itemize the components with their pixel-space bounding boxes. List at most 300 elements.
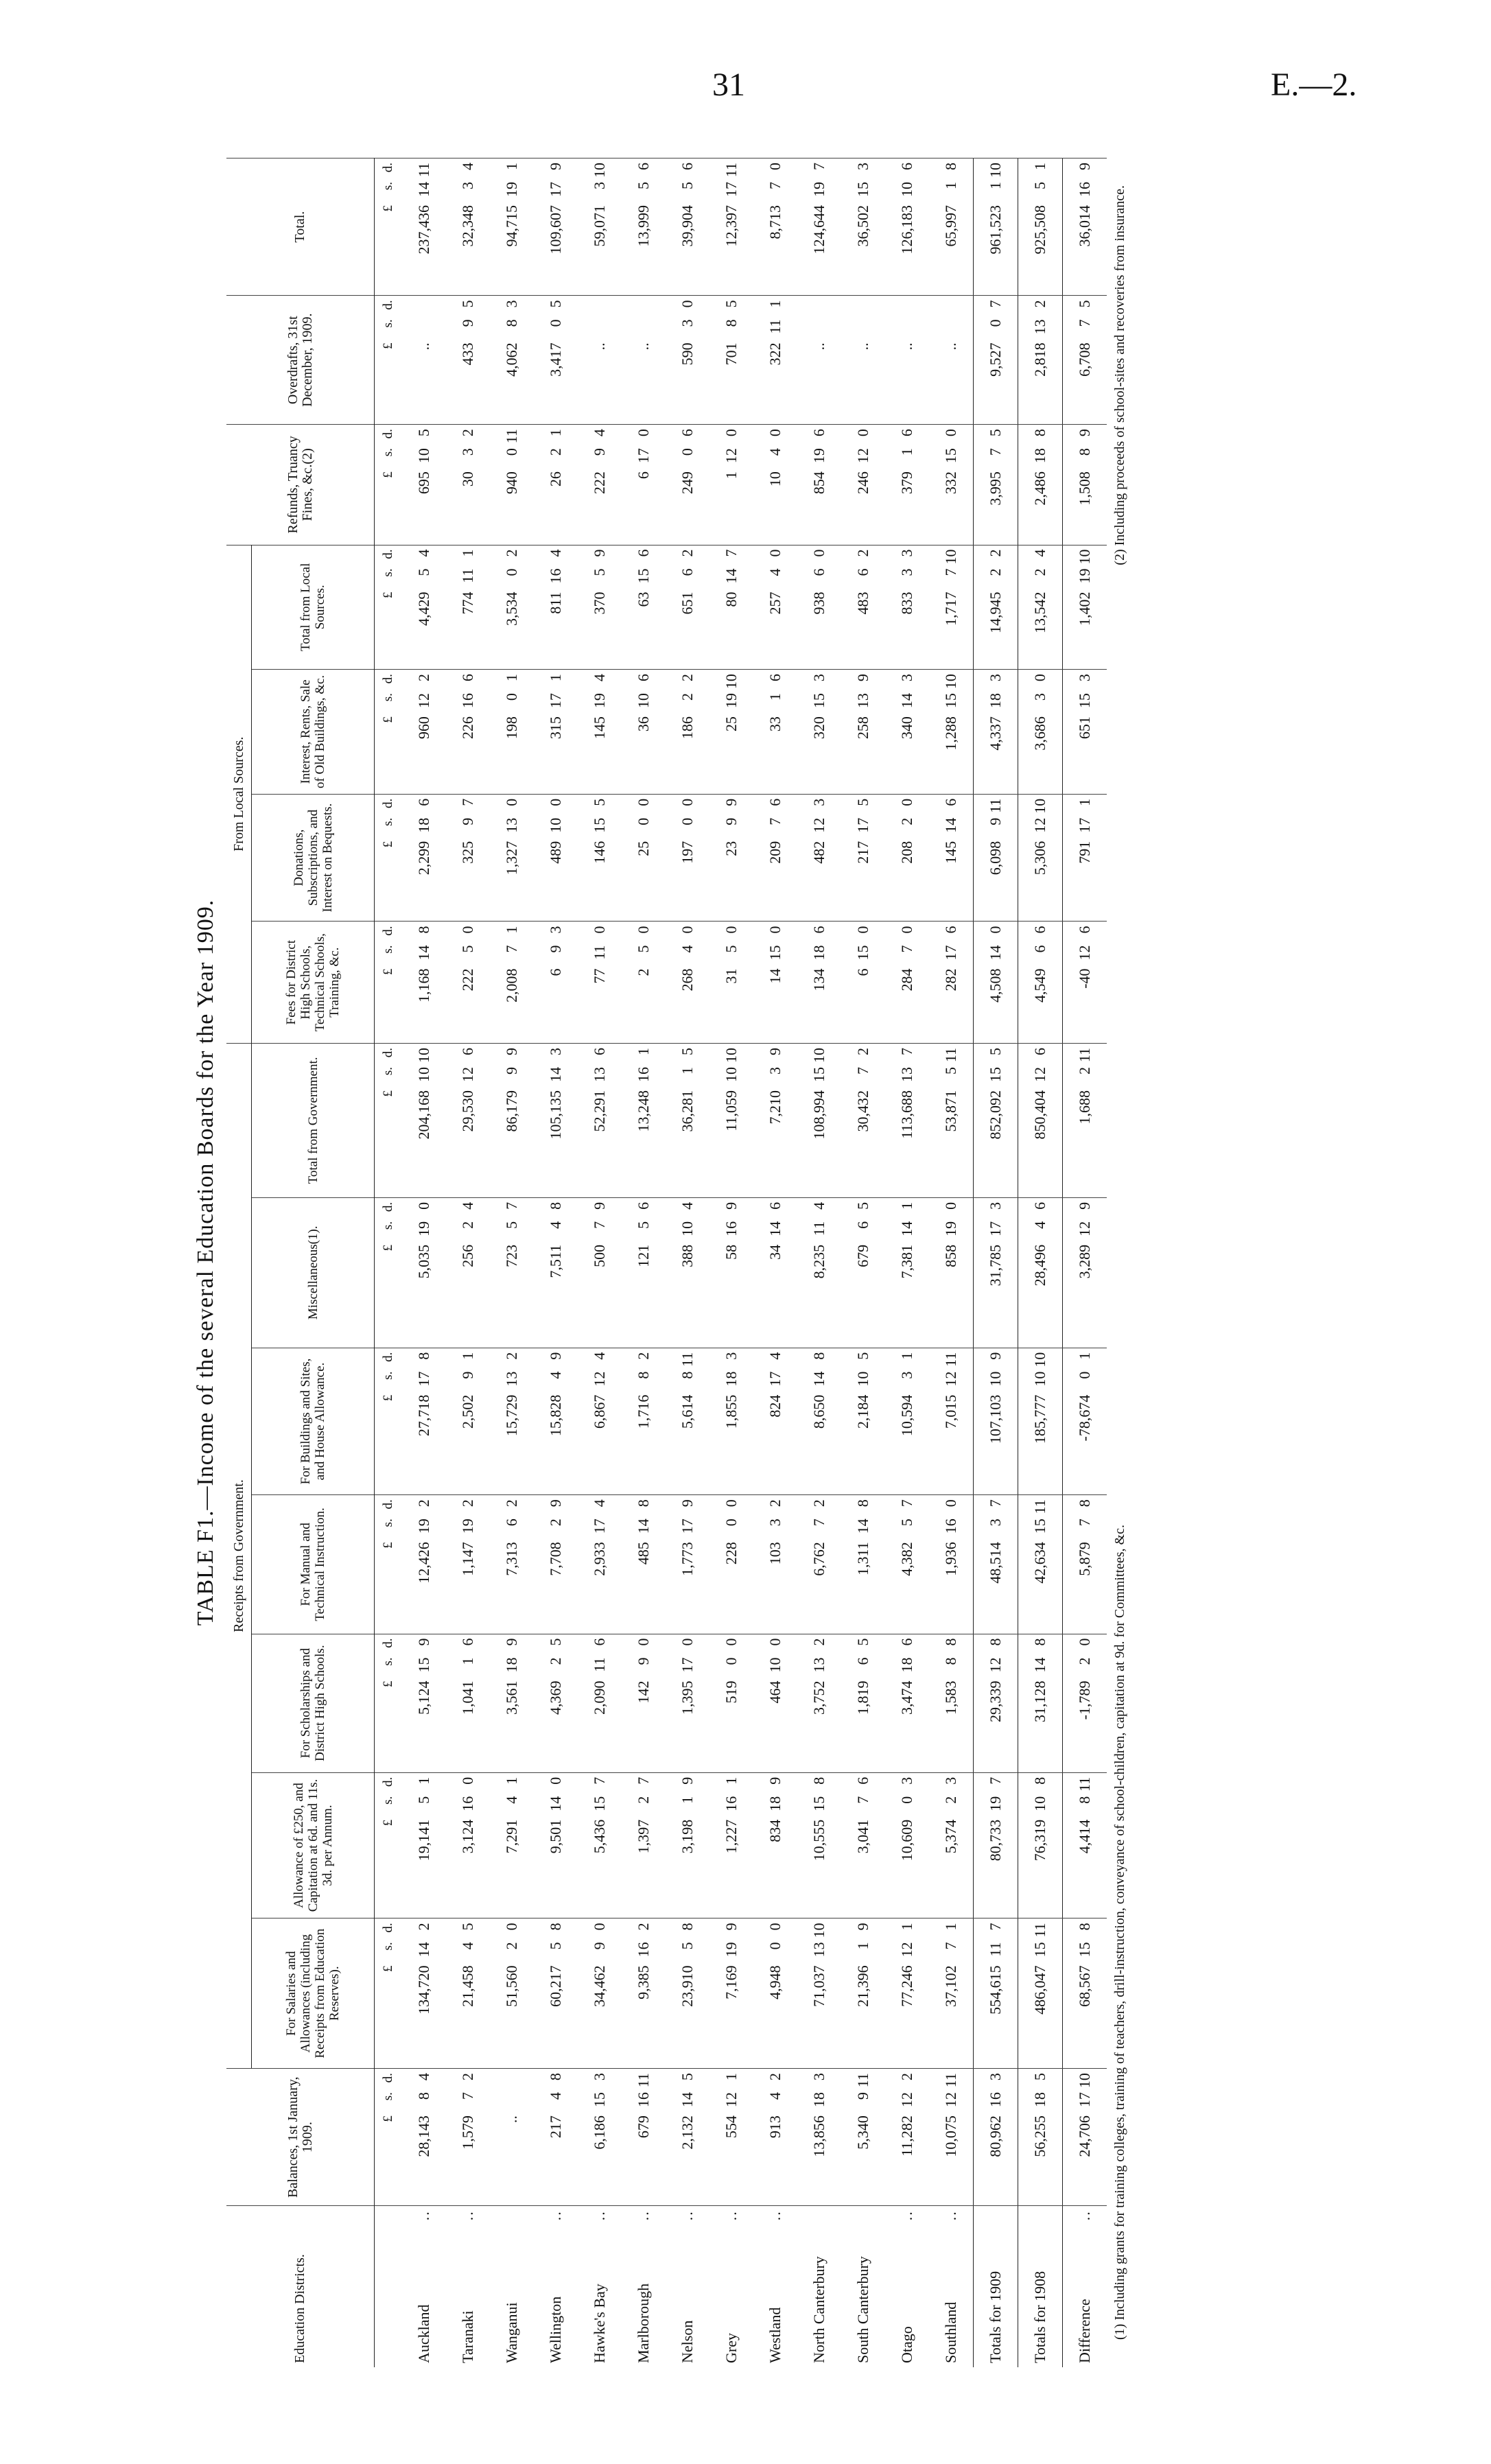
money-cell	[1018, 1772, 1063, 1919]
pounds: 27,718	[415, 1394, 432, 1437]
pounds: 15,828	[547, 1394, 564, 1437]
pounds: 723	[503, 1244, 520, 1267]
district-name-cell	[797, 2206, 841, 2367]
money-cell	[709, 794, 753, 922]
money-cell	[929, 159, 974, 296]
pence: 2	[987, 549, 1004, 557]
pence: 1	[723, 1776, 740, 1785]
pence: 8	[810, 1352, 827, 1360]
units-cell	[375, 1772, 403, 1919]
pence: 6	[898, 163, 915, 170]
pence: 1	[503, 163, 520, 170]
money-cell	[841, 1772, 885, 1919]
pence: 0	[766, 1923, 784, 1931]
money-cell	[622, 1634, 666, 1772]
shillings: 2	[679, 693, 696, 701]
shillings: 1	[679, 1066, 696, 1075]
pence: 6	[1031, 926, 1048, 934]
shillings: 15	[942, 448, 959, 464]
unit-label: £	[381, 342, 395, 349]
district-name: Hawke's Bay	[591, 2284, 608, 2363]
money-cell	[666, 425, 709, 545]
shillings: 5	[898, 1518, 915, 1527]
pounds: 37,102	[942, 1965, 959, 2007]
shillings: 7	[591, 1221, 608, 1229]
shillings: 6	[503, 1518, 520, 1527]
shillings: 2	[459, 1221, 476, 1229]
district-name: Marlborough	[635, 2283, 652, 2363]
money-cell	[753, 1772, 797, 1919]
money-cell	[446, 1919, 490, 2069]
money-cell	[1063, 1043, 1107, 1197]
money-cell	[622, 1348, 666, 1495]
money-cell	[841, 159, 885, 296]
header-total-local: Total from Local Sources.	[252, 545, 375, 670]
pounds: 1,819	[854, 1680, 871, 1715]
pounds: 103	[766, 1542, 784, 1565]
pounds: 208	[898, 841, 915, 864]
money-cell	[709, 545, 753, 670]
pounds: 3,995	[987, 471, 1004, 506]
pounds: 388	[679, 1244, 696, 1267]
pounds: 2,818	[1031, 342, 1048, 377]
pounds: 237,436	[415, 205, 432, 255]
pence: 1	[1076, 798, 1093, 806]
pounds: 960	[415, 716, 432, 740]
pence: 6	[591, 1638, 608, 1646]
money-cell	[841, 1919, 885, 2069]
shillings: 15	[415, 1657, 432, 1673]
shillings: 16	[635, 1066, 652, 1082]
money-cell	[446, 545, 490, 670]
pounds: 2,933	[591, 1542, 608, 1576]
pence: 5	[1031, 2073, 1048, 2081]
money-cell	[709, 670, 753, 795]
money-cell	[622, 545, 666, 670]
pence: 6	[942, 926, 959, 934]
money-cell	[753, 1634, 797, 1772]
pence: 9	[723, 798, 740, 806]
pence: 4	[679, 1201, 696, 1210]
units-cell	[375, 1197, 403, 1348]
shillings: 16	[459, 1796, 476, 1811]
shillings: 19	[987, 1796, 1004, 1811]
shillings: 3	[459, 448, 476, 456]
money-cell	[885, 425, 929, 545]
pence: 9	[679, 1776, 696, 1785]
money-cell	[622, 1043, 666, 1197]
money-cell	[534, 425, 578, 545]
pence: 10	[810, 1923, 827, 1938]
pence: 11	[1076, 1047, 1093, 1063]
shillings: 2	[1031, 568, 1048, 576]
pence: 11	[679, 1352, 696, 1367]
pounds: 6,762	[810, 1542, 827, 1576]
district-name-cell	[578, 2206, 622, 2367]
shillings: 7	[942, 568, 959, 576]
pounds: 701	[723, 342, 740, 366]
pence: 2	[503, 549, 520, 557]
money-cell	[753, 1197, 797, 1348]
money-cell	[974, 670, 1018, 795]
pence: 0	[723, 926, 740, 934]
shillings: 19	[810, 448, 827, 464]
pence: 1	[459, 1352, 476, 1360]
shillings: 13	[810, 1942, 827, 1958]
shillings: 5	[547, 1942, 564, 1950]
shillings: 19	[942, 1221, 959, 1236]
shillings: 3	[898, 568, 915, 576]
leader-dots: ..	[942, 2210, 959, 2221]
pounds: 483	[854, 591, 871, 615]
units-cell	[375, 922, 403, 1043]
shillings: 13	[503, 1371, 520, 1387]
pounds: 8,713	[766, 205, 784, 239]
pence: 5	[459, 300, 476, 308]
money-cell	[534, 1634, 578, 1772]
money-cell	[402, 1348, 446, 1495]
money-cell	[929, 1495, 974, 1634]
shillings: 12	[987, 1657, 1004, 1673]
shillings: 14	[898, 1221, 915, 1236]
header-district: Education Districts.	[226, 2206, 375, 2367]
money-cell	[446, 1772, 490, 1919]
shillings	[635, 319, 653, 342]
pence: 0	[503, 798, 520, 806]
pence: 11	[942, 1047, 959, 1063]
pounds: 2,502	[459, 1394, 476, 1429]
pence: 5	[854, 1352, 871, 1360]
pence: 11	[723, 163, 740, 178]
pence: 3	[987, 674, 1004, 682]
shillings: 14	[1031, 1657, 1048, 1673]
money-cell	[797, 296, 841, 425]
pence: 6	[942, 798, 959, 806]
leader-dots: ..	[723, 2210, 740, 2221]
table-row	[885, 159, 929, 2368]
pounds: 59,071	[591, 205, 608, 247]
money-cell	[1063, 296, 1107, 425]
pence: 9	[854, 1923, 871, 1931]
pounds: 204,168	[415, 1090, 432, 1140]
shillings: 5	[503, 1221, 520, 1229]
money-cell	[490, 922, 534, 1043]
pounds: 21,396	[854, 1965, 871, 2007]
pence: 8	[1076, 1923, 1093, 1931]
units-cell	[375, 296, 403, 425]
pence: 9	[547, 1499, 564, 1507]
shillings: 12	[1076, 945, 1093, 961]
money-cell	[622, 1495, 666, 1634]
pounds: 791	[1076, 841, 1093, 864]
units-cell	[375, 2069, 403, 2206]
pence: 6	[1031, 1047, 1048, 1055]
shillings: 3	[766, 1066, 784, 1075]
pence: 11	[942, 1352, 959, 1367]
pounds: 142	[635, 1680, 652, 1704]
pounds: 5,614	[679, 1394, 696, 1429]
shillings: 17	[591, 1518, 608, 1534]
shillings: 13	[503, 817, 520, 833]
pence: 2	[415, 1499, 432, 1507]
shillings: 6	[854, 1221, 871, 1229]
money-cell	[709, 2069, 753, 2206]
pence: 0	[898, 926, 915, 934]
pence: 9	[723, 1201, 740, 1210]
money-cell	[490, 1348, 534, 1495]
money-cell	[490, 425, 534, 545]
shillings: 1	[898, 448, 915, 456]
pence: 0	[415, 1201, 432, 1210]
district-name-cell	[841, 2206, 885, 2367]
money-cell	[1018, 794, 1063, 922]
pounds: 25	[723, 716, 740, 732]
money-cell	[578, 1634, 622, 1772]
header-fees: Fees for District High Schools, Technical Schools, Training, &c.	[252, 922, 375, 1043]
money-cell	[929, 1634, 974, 1772]
money-cell	[709, 1772, 753, 1919]
money-cell	[490, 1495, 534, 1634]
money-cell	[753, 1919, 797, 2069]
footnote-2: (2) Including proceeds of school-sites and recoveries from insurance.	[1112, 185, 1127, 565]
money-cell	[709, 159, 753, 296]
pence: 6	[635, 1201, 652, 1210]
pounds: 25	[635, 841, 652, 856]
shillings: 4	[766, 568, 784, 576]
pounds: 186	[679, 716, 696, 740]
footnote-1: (1) Including grants for training colleges, training of teachers, drill-instruction, conveyance of school-children, capitation at 9d. for Committees, &c.	[1112, 1525, 1127, 2340]
district-name-cell	[1018, 2206, 1063, 2367]
money-cell	[666, 1634, 709, 1772]
money-cell	[797, 1348, 841, 1495]
money-cell	[929, 296, 974, 425]
pence: 2	[766, 2073, 784, 2081]
shillings: 5	[459, 945, 476, 953]
shillings: 16	[459, 693, 476, 709]
pounds: 34,462	[591, 1965, 608, 2007]
pounds: 217	[854, 841, 871, 864]
pounds: 52,291	[591, 1090, 608, 1132]
pounds: 109,607	[547, 205, 564, 255]
pounds: 10,594	[898, 1394, 915, 1437]
pounds: 4,508	[987, 968, 1004, 1002]
money-cell	[1063, 1919, 1107, 2069]
money-cell	[885, 1772, 929, 1919]
pence: 8	[1031, 1638, 1048, 1646]
pence: 8	[942, 1638, 959, 1646]
pence: 6	[766, 798, 784, 806]
pounds: 6	[854, 968, 871, 976]
money-cell	[709, 1197, 753, 1348]
pounds: 1	[723, 471, 740, 480]
shillings: 3	[459, 182, 476, 189]
shillings: 11	[459, 568, 476, 583]
district-name: Grey	[723, 2333, 740, 2363]
pence: 10	[1076, 549, 1093, 565]
shillings: 10	[987, 1371, 1004, 1387]
shillings: 6	[854, 1657, 871, 1665]
pence: 0	[635, 429, 652, 437]
district-name: Totals for 1908	[1031, 2271, 1048, 2363]
unit-label: £	[381, 1819, 395, 1827]
shillings: 14	[766, 1221, 784, 1236]
district-name: South Canterbury	[854, 2256, 871, 2363]
shillings: 4	[459, 1942, 476, 1950]
pounds: 12,397	[723, 205, 740, 247]
pounds: 10,075	[942, 2115, 959, 2157]
unit-label: d.	[381, 2073, 395, 2083]
money-cell	[841, 1634, 885, 1772]
pounds: 10,609	[898, 1819, 915, 1862]
pounds: 4,382	[898, 1542, 915, 1576]
table-row	[578, 159, 622, 2368]
pounds: 1,717	[942, 591, 959, 626]
district-name: Nelson	[679, 2320, 696, 2363]
money-cell	[709, 1919, 753, 2069]
district-name: Wellington	[547, 2296, 564, 2363]
money-cell	[885, 1197, 929, 1348]
pounds: ..	[810, 342, 827, 351]
units-cell	[375, 425, 403, 545]
pence	[635, 300, 653, 319]
pence: 7	[503, 1201, 520, 1210]
leader-dots: ..	[591, 2210, 608, 2221]
pence: 9	[503, 1047, 520, 1055]
pounds: 124,644	[810, 205, 827, 255]
shillings: 17	[723, 182, 740, 197]
shillings: 7	[459, 2092, 476, 2100]
pence: 0	[810, 549, 827, 557]
pounds: 76,319	[1031, 1819, 1048, 1862]
unit-label: d.	[381, 1201, 395, 1212]
pounds: 9,527	[987, 342, 1004, 377]
shillings: 8	[503, 319, 520, 327]
pence: 11	[635, 2073, 652, 2088]
pounds: 198	[503, 716, 520, 740]
pounds: 228	[723, 1542, 740, 1565]
pounds: 554,615	[987, 1965, 1004, 2015]
leader-dots: ..	[679, 2210, 696, 2221]
money-cell	[402, 794, 446, 922]
pence: 6	[459, 674, 476, 682]
shillings: 17	[547, 693, 564, 709]
pence: 9	[1076, 1201, 1093, 1210]
shillings: 10	[854, 1371, 871, 1387]
shillings: 1	[459, 1657, 476, 1665]
pence: 10	[591, 163, 608, 178]
pence: 5	[591, 798, 608, 806]
pence: 10	[942, 549, 959, 565]
money-cell	[534, 670, 578, 795]
pounds: 1,227	[723, 1819, 740, 1854]
shillings: 19	[415, 1518, 432, 1534]
pounds: 325	[459, 841, 476, 864]
pence: 5	[854, 1638, 871, 1646]
money-cell	[885, 922, 929, 1043]
shillings: 10	[415, 448, 432, 464]
money-cell	[709, 1043, 753, 1197]
pounds: 249	[679, 471, 696, 495]
pence: 6	[459, 1047, 476, 1055]
pounds: 185,777	[1031, 1394, 1048, 1444]
shillings: 7	[1076, 1518, 1093, 1527]
leader-dots: ..	[547, 2210, 564, 2221]
money-cell	[490, 545, 534, 670]
unit-label: d.	[381, 300, 395, 310]
pounds: 7,313	[503, 1542, 520, 1576]
money-cell	[1018, 1919, 1063, 2069]
money-cell	[402, 1772, 446, 1919]
unit-label: £	[381, 1244, 395, 1252]
units-cell	[375, 1495, 403, 1634]
pounds: 2,008	[503, 968, 520, 1002]
pounds: 256	[459, 1244, 476, 1267]
unit-label: s.	[381, 568, 395, 577]
shillings: 16	[547, 568, 564, 584]
table-row	[841, 159, 885, 2368]
table-row	[709, 159, 753, 2368]
pounds: 925,508	[1031, 205, 1048, 255]
money-cell	[709, 1495, 753, 1634]
shillings: 19	[591, 693, 608, 709]
pounds: 370	[591, 591, 608, 615]
table-body	[375, 159, 1107, 2368]
pence: 5	[547, 300, 564, 308]
pounds: 13,248	[635, 1090, 652, 1132]
header-donations: Donations, Subscriptions, and Interest on Bequests.	[252, 794, 375, 922]
shillings: 18	[723, 1371, 740, 1387]
shillings: 13	[591, 1066, 608, 1082]
pounds: 4,369	[547, 1680, 564, 1715]
shillings: 1	[987, 182, 1004, 189]
money-cell	[797, 159, 841, 296]
money-cell	[446, 1348, 490, 1495]
shillings: 2	[987, 568, 1004, 576]
money-cell	[622, 794, 666, 922]
money-cell	[578, 1772, 622, 1919]
pounds: 433	[459, 342, 476, 366]
district-name: Westland	[766, 2307, 784, 2363]
pence: 6	[810, 429, 827, 437]
money-cell	[446, 1197, 490, 1348]
pence: 3	[810, 798, 827, 806]
pounds: 1,311	[854, 1542, 871, 1575]
unit-label: s.	[381, 1066, 395, 1076]
shillings: 15	[1031, 1518, 1048, 1534]
shillings: 18	[810, 2092, 827, 2108]
money-cell	[709, 296, 753, 425]
money-cell	[1063, 670, 1107, 795]
pence: 3	[547, 926, 564, 934]
leader-dots: ..	[459, 2210, 476, 2221]
pence: 6	[766, 1201, 784, 1210]
pence: 6	[898, 429, 915, 437]
pence: 0	[679, 1638, 696, 1646]
district-name-cell	[974, 2206, 1018, 2367]
pence: 3	[942, 1776, 959, 1785]
district-name: Southland	[942, 2301, 959, 2363]
pounds: 1,855	[723, 1394, 740, 1429]
shillings: 2	[898, 817, 915, 825]
header-total-gov: Total from Government.	[252, 1043, 375, 1197]
header-allowance: Allowance of £250, and Capitation at 6d. and 11s. 3d. per Annum.	[252, 1772, 375, 1919]
pence: 2	[679, 549, 696, 557]
pounds: 482	[810, 841, 827, 864]
district-name-cell	[402, 2206, 446, 2367]
money-cell	[797, 794, 841, 922]
pounds: 23	[723, 841, 740, 856]
district-name: Wanganui	[503, 2302, 520, 2363]
